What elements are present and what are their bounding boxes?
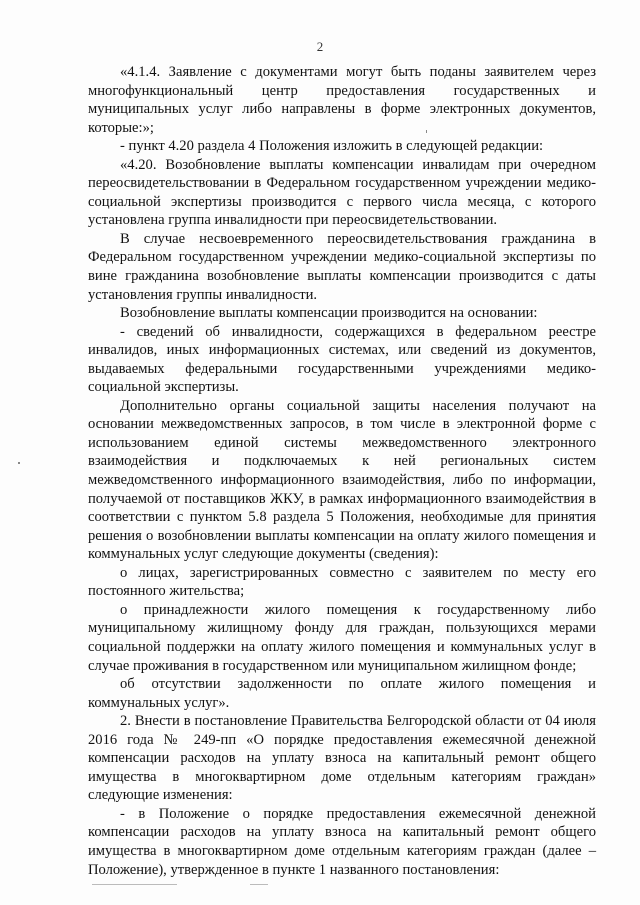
paragraph: об отсутствии задолженности по оплате жилого помещения и коммунальных услуг». (88, 676, 596, 711)
paragraph: - сведений об инвалидности, содержащихся в федеральном реестре инвалидов, иных информационных системах, или сведений из документов, выдаваемых федеральными государственными учреждениями медико-социальной экспертизы. (88, 323, 596, 396)
paragraph: 2. Внести в постановление Правительства Белгородской области от 04 июля 2016 года № 249-пп «О порядке предоставления ежемесячной денежной компенсации расходов на уплату взноса на капитальный ремонт общего имущества в многоквартирном доме отдельным категориям граждан» следующие изменения: (88, 713, 596, 804)
scan-speck (18, 462, 20, 464)
paragraph: о принадлежности жилого помещения к государственному либо муниципальному жилищному фонду для граждан, пользующихся мерами социальной поддержки на оплату жилого помещения и коммунальных услуг в случае проживания в государственном или муниципальном жилищном фонде; (88, 601, 596, 674)
footer-scan-line (92, 884, 177, 885)
paragraph: - пункт 4.20 раздела 4 Положения изложить в следующей редакции: (120, 138, 544, 155)
paragraph: Дополнительно органы социальной защиты населения получают на основании межведомственных запросов, в том числе в электронной форме с использованием единой системы межведомственного электронного взаимодействия и подключаемых к ней региональных систем межведомственного информационного взаимодействия, либо по информации, получаемой от поставщиков ЖКУ, в рамках информационного взаимодействия в соответствии с пунктом 5.8 раздела 5 Положения, необходимые для принятия решения о возобновлении выплаты компенсации на оплату жилого помещения и коммунальных услуг следующие документы (сведения): (88, 397, 596, 563)
footer-scan-line (250, 884, 268, 885)
paragraph: «4.1.4. Заявление с документами могут быть поданы заявителем через многофункциональный центр предоставления государственных и муниципальных услуг либо направлены в форме электронных документов, которые:»; (88, 64, 596, 136)
paragraph: «4.20. Возобновление выплаты компенсации инвалидам при очередном переосвидетельствовании в Федеральном государственном учреждении медико-социальной экспертизы производится с первого числа месяца, с которого установлена группа инвалидности при переосвидетельствовании. (88, 156, 596, 229)
paragraph: - в Положение о порядке предоставления ежемесячной денежной компенсации расходов на уплату взноса на капитальный ремонт общего имущества в многоквартирном доме отдельным категориям граждан (далее – Положение), утвержденное в пункте 1 названного постановления: (88, 805, 596, 878)
page-number: 2 (316, 39, 324, 54)
scan-speck (426, 130, 427, 133)
paragraph: о лицах, зарегистрированных совместно с заявителем по месту его постоянного жительства; (88, 564, 596, 600)
document-body (88, 63, 596, 879)
paragraph: В случае несвоевременного переосвидетельствования гражданина в Федеральном государственном учреждении медико-социальной экспертизы по вине гражданина возобновление выплаты компенсации производится с даты установления группы инвалидности. (88, 230, 596, 303)
paragraph: Возобновление выплаты компенсации производится на основании: (120, 305, 538, 322)
